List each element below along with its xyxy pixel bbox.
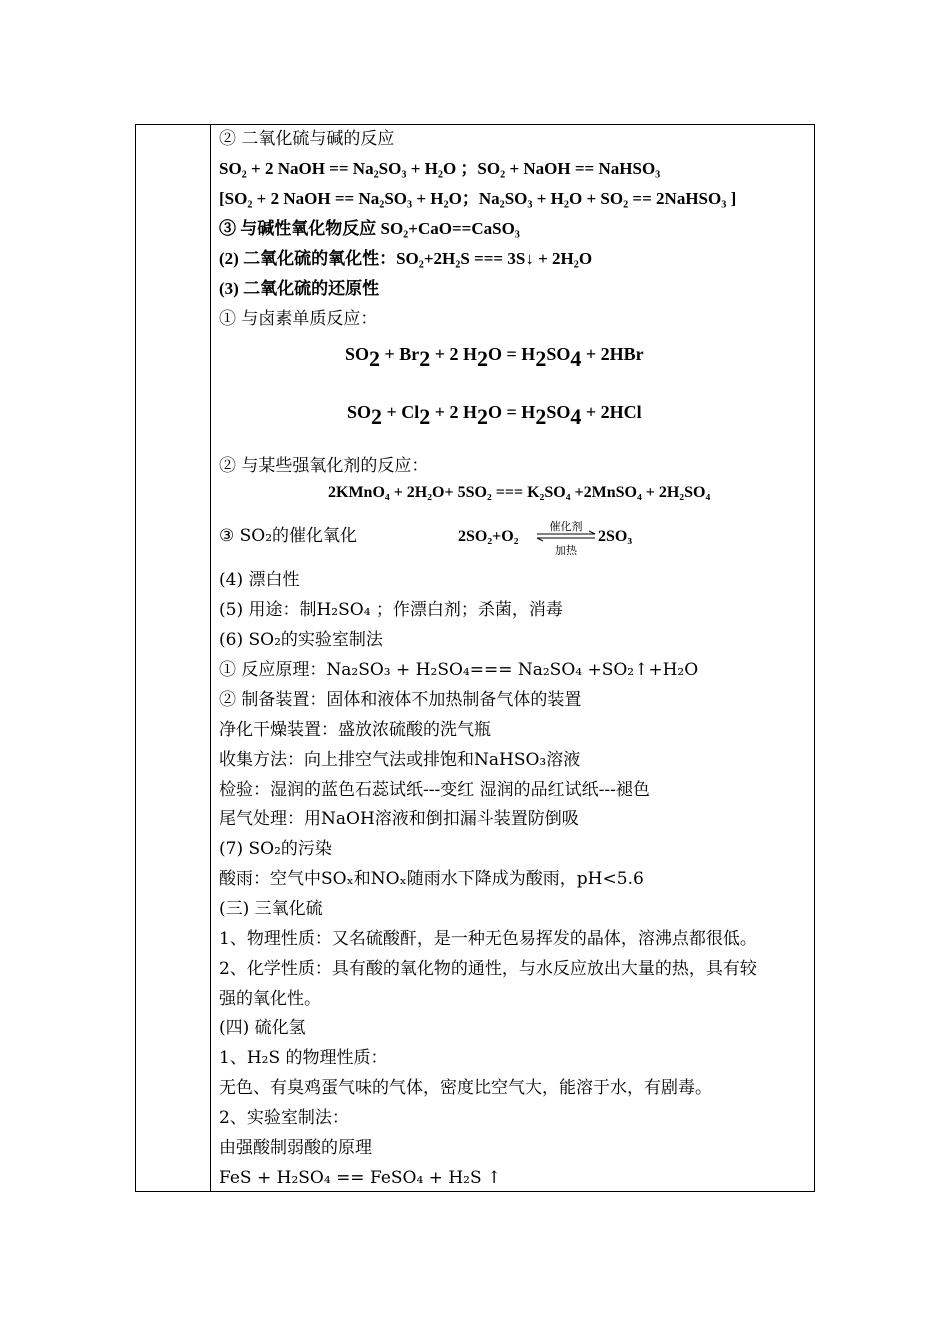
text-line: (6) SO₂的实验室制法	[219, 630, 383, 650]
reversible-arrow	[535, 518, 597, 558]
text-line: 收集方法：向上排空气法或排饱和NaHSO₃溶液	[219, 750, 581, 770]
text-line: SO₂ + 2 NaOH == Na₂SO₃ + H₂O ；SO₂ + NaOH == NaHSO₃	[219, 159, 661, 178]
text-line: (4) 漂白性	[219, 570, 300, 590]
text-line: [SO₂ + 2 NaOH == Na₂SO₃ + H₂O；Na₂SO₃ + H₂O + SO₂ == 2NaHSO₃ ]	[219, 189, 737, 208]
reversible-arrow-icon	[535, 530, 597, 542]
text-line: 1、物理性质：又名硫酸酐，是一种无色易挥发的晶体，溶沸点都很低。	[219, 929, 757, 949]
text-line: (2) 二氧化硫的氧化性：SO₂+2H₂S === 3S↓ + 2H₂O	[219, 249, 593, 268]
catalytic-left: 2SO₂+O₂	[458, 528, 519, 545]
text-line: 无色、有臭鸡蛋气味的气体，密度比空气大，能溶于水，有剧毒。	[219, 1078, 712, 1098]
text-line: ② 与某些强氧化剂的反应：	[219, 456, 429, 476]
text-line: ① 与卤素单质反应：	[219, 309, 378, 329]
catalytic-right: 2SO₃	[598, 528, 633, 545]
text-line: 尾气处理：用NaOH溶液和倒扣漏斗装置防倒吸	[219, 809, 579, 829]
text-line: ③ 与碱性氧化物反应 SO₂+CaO==CaSO₃	[219, 219, 520, 238]
text-line: 1、H₂S 的物理性质：	[219, 1048, 388, 1068]
text-line: ③ SO₂的催化氧化	[219, 526, 358, 546]
text-line: 由强酸制弱酸的原理	[219, 1138, 372, 1158]
text-line: ② 二氧化硫与碱的反应	[219, 129, 395, 149]
text-line: ① 反应原理：Na₂SO₃ + H₂SO₄=== Na₂SO₄ +SO₂↑+H₂O	[219, 660, 699, 680]
equation-so2-br2: $SO_2 + Br_2 + 2$ $H_2O = H_2SO_4 + 2HBr$	[345, 344, 644, 371]
text-line: FeS + H₂SO₄ == FeSO₄ + H₂S ↑	[219, 1168, 502, 1188]
text-line: ② 制备装置：固体和液体不加热制备气体的装置	[219, 690, 582, 710]
text-line: 强的氧化性。	[219, 989, 321, 1009]
text-line: (四) 硫化氢	[219, 1018, 306, 1038]
text-line: 2、化学性质：具有酸的氧化物的通性，与水反应放出大量的热，具有较	[219, 959, 757, 979]
equation-kmno4: 2KMnO₄ + 2H₂O+ 5SO₂ === K₂SO₄ +2MnSO₄ + 2H₂SO₄	[328, 484, 711, 501]
text-line: (三) 三氧化硫	[219, 899, 323, 919]
text-line: (3) 二氧化硫的还原性	[219, 279, 380, 298]
column-divider	[210, 124, 211, 1192]
text-line: 检验：湿润的蓝色石蕊试纸---变红 湿润的品红试纸---褪色	[219, 780, 650, 800]
arrow-condition-bottom: 加热	[555, 544, 577, 557]
equation-so2-cl2: $SO_2 + Cl_2 + 2$ $H_2O = H_2SO_4 + 2HCl$	[347, 402, 642, 429]
text-line: (7) SO₂的污染	[219, 839, 332, 859]
text-line: 酸雨：空气中SOₓ和NOₓ随雨水下降成为酸雨，pH<5.6	[219, 869, 644, 889]
arrow-condition-top: 催化剂	[549, 520, 583, 533]
text-line: 2、实验室制法：	[219, 1108, 349, 1128]
text-line: (5) 用途：制H₂SO₄ ；作漂白剂；杀菌，消毒	[219, 600, 563, 620]
text-line: 净化干燥装置：盛放浓硫酸的洗气瓶	[219, 720, 491, 740]
